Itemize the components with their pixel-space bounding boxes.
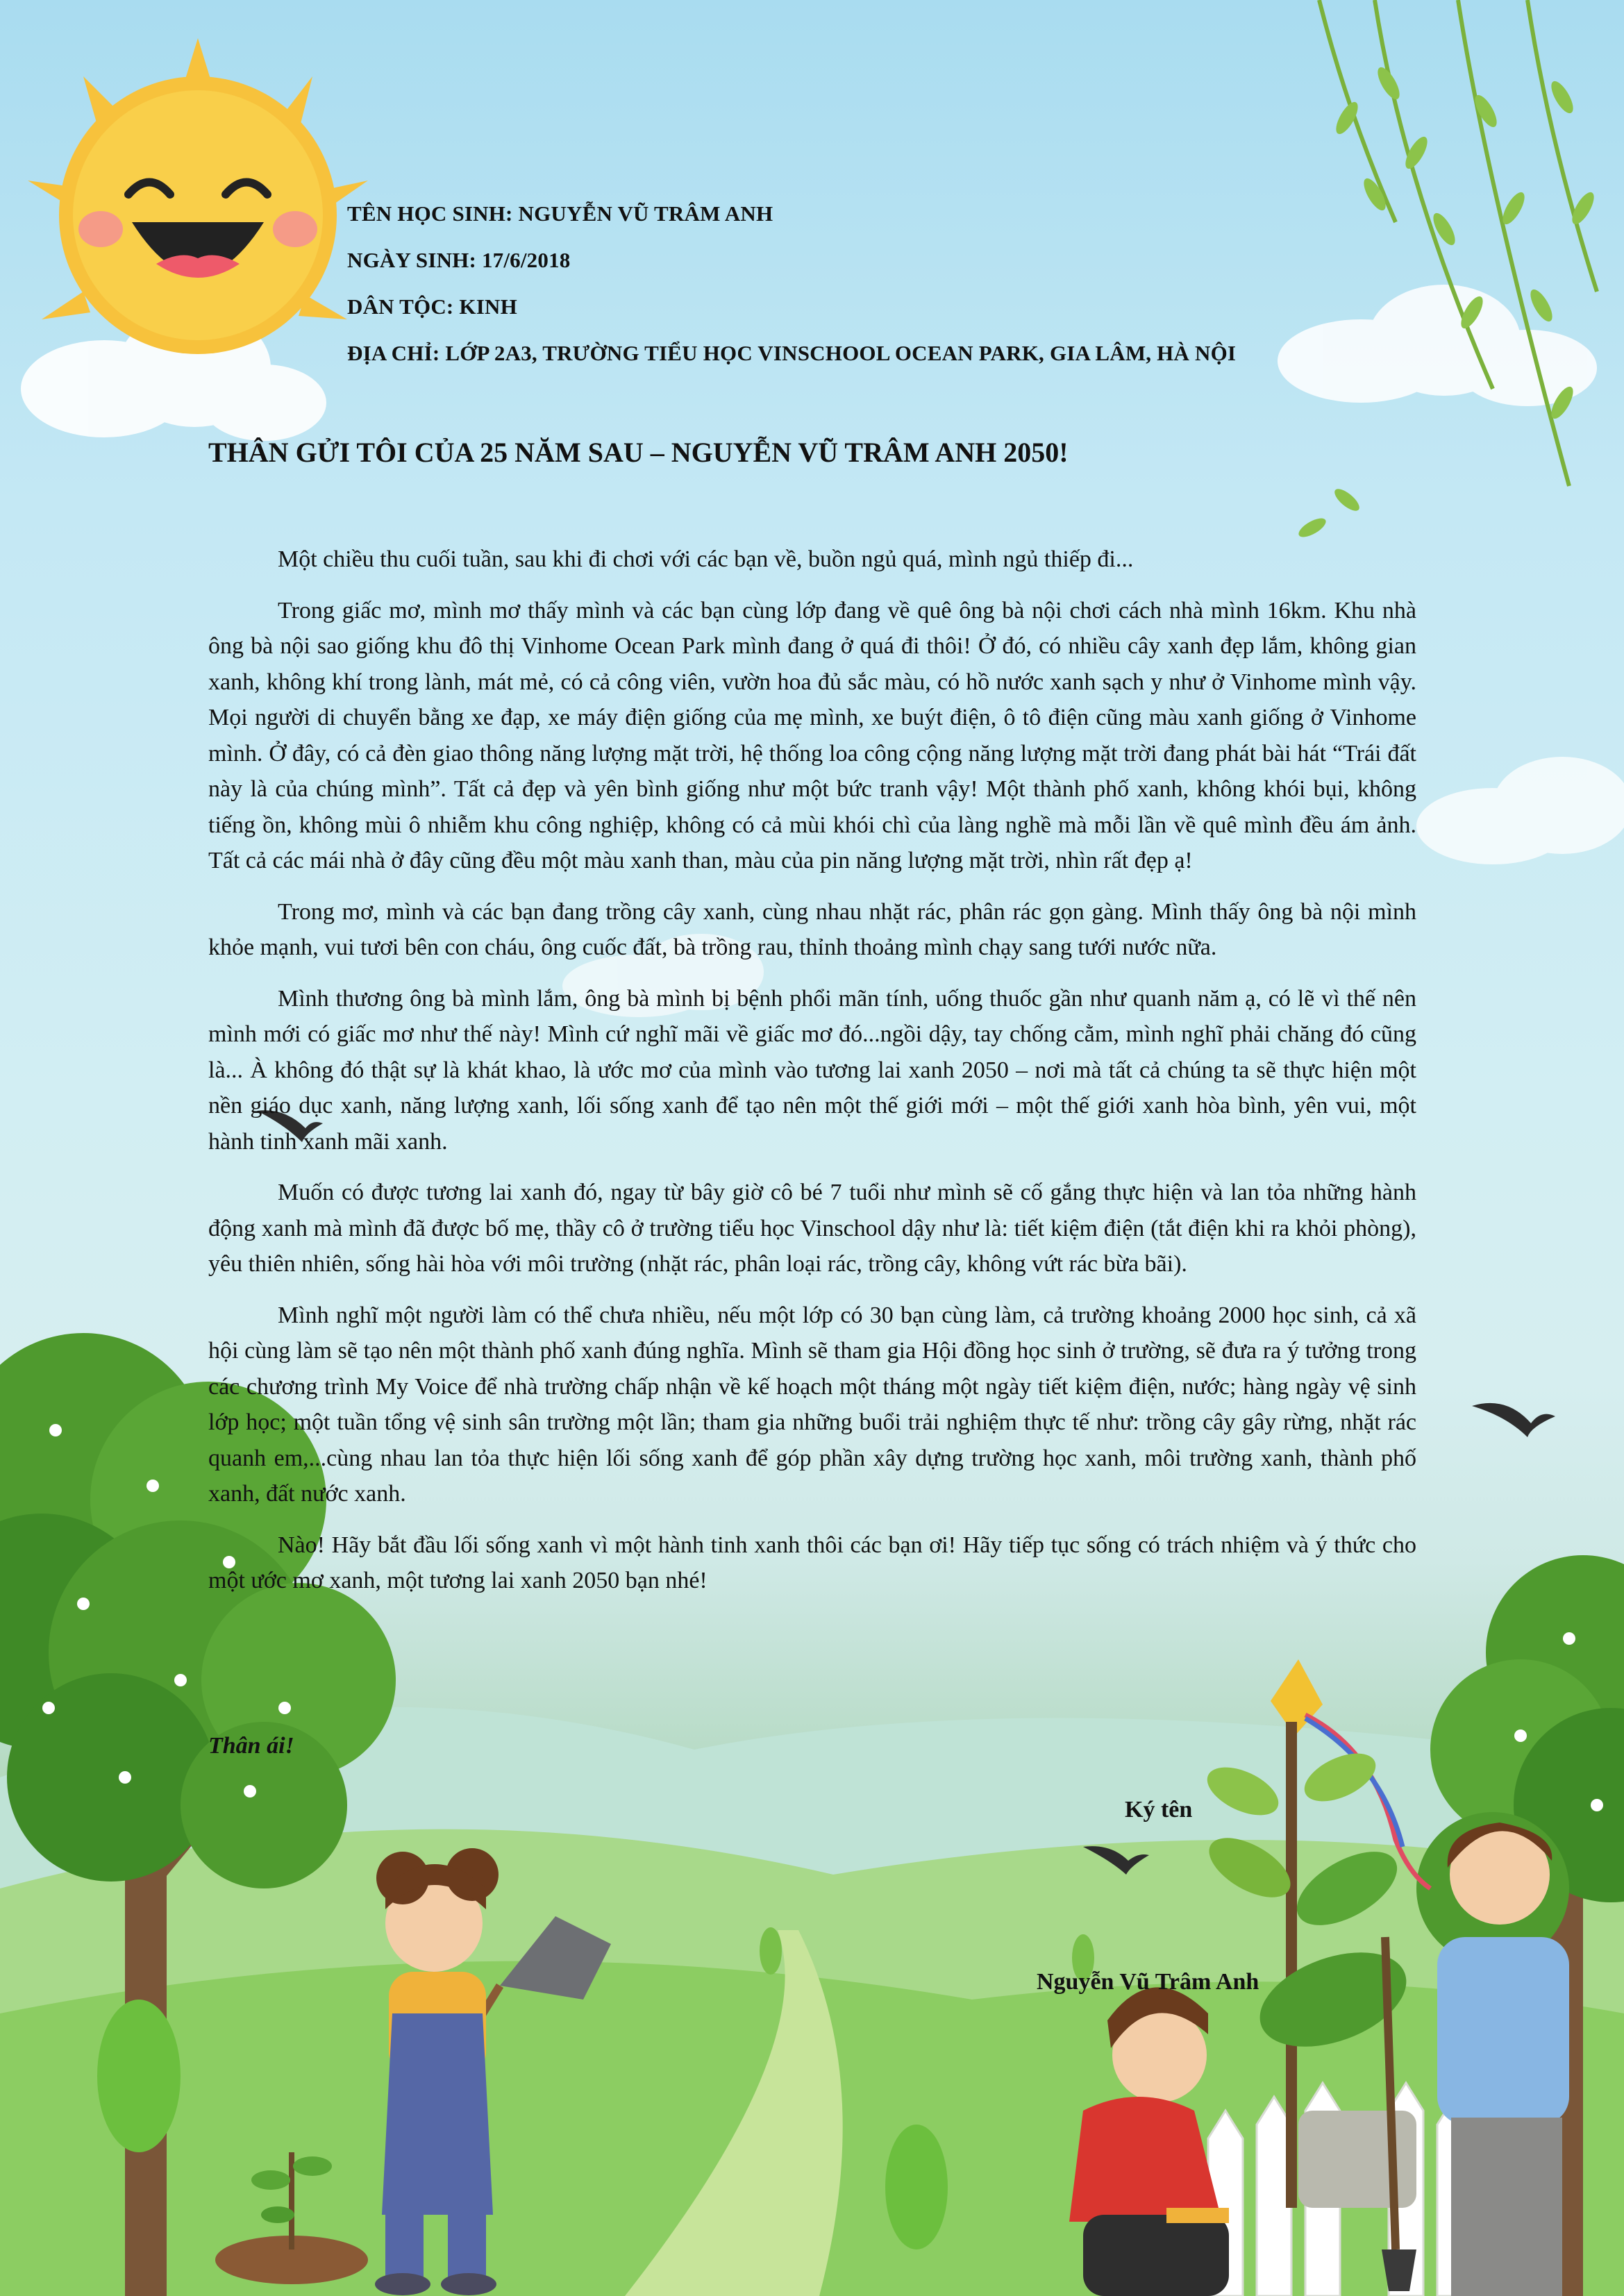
student-dob: NGÀY SINH: 17/6/2018 [347, 248, 571, 272]
paragraph: Một chiều thu cuối tuần, sau khi đi chơi với các bạn về, buồn ngủ quá, mình ngủ thiếp đi... [278, 546, 1134, 572]
bird-icon [1472, 1403, 1555, 1437]
paragraph: Nào! Hãy bắt đầu lối sống xanh vì một hành tinh xanh thôi các bạn ơi! Hãy tiếp tục sống có trách nhiệm và ý thức cho một ước mơ xanh, một tương lai xanh 2050 bạn nhé! [208, 1532, 1416, 1593]
bush [760, 1927, 782, 1975]
student-address: ĐỊA CHỈ: LỚP 2A3, TRƯỜNG TIỂU HỌC VINSCHOOL OCEAN PARK, GIA LÂM, HÀ NỘI [347, 341, 1237, 365]
paragraph: Mình nghĩ một người làm có thể chưa nhiều, nếu một lớp có 30 bạn cùng làm, cả trường khoảng 2000 học sinh, cả xã hội cùng làm sẽ tạo nên một thành phố xanh đúng nghĩa. Mình sẽ tham gia Hội đồng học sinh ở trường, sẽ đưa ra ý tưởng trong các chương trình My Voice để nhà trường chấp nhận về kế hoạch một tháng một ngày tiết kiệm điện, nước; hàng ngày vệ sinh lớp học; một tuần tổng vệ sinh sân trường một lần; tham gia những buổi trải nghiệm thực tế như: trồng cây gây rừng, nhặt rác quanh em,...cùng nhau lan tỏa thực hiện lối sống xanh để góp phần xây dựng trường học xanh, môi trường xanh, thành phố xanh, đất nước xanh. [208, 1302, 1416, 1507]
closing-text: Thân ái! [208, 1733, 294, 1759]
paragraph: Muốn có được tương lai xanh đó, ngay từ bây giờ cô bé 7 tuổi như mình sẽ cố gắng thực hiện và lan tỏa những hành động xanh mà mình đã được bố mẹ, thầy cô ở trường tiểu học Vinschool dậy như là: tiết kiệm điện (tắt điện khi ra khỏi phòng), yêu thiên nhiên, sống hài hòa với môi trường (nhặt rác, phân loại rác, trồng cây, không vứt rác bừa bãi). [208, 1180, 1416, 1277]
letter-title: THÂN GỬI TÔI CỦA 25 NĂM SAU – NGUYỄN VŨ TRÂM ANH 2050! [208, 437, 1069, 468]
bush [885, 2125, 948, 2249]
signature-name: Nguyễn Vũ Trâm Anh [1037, 1969, 1259, 1995]
paragraph: Trong mơ, mình và các bạn đang trồng cây xanh, cùng nhau nhặt rác, phân rác gọn gàng. Mình thấy ông bà nội mình khỏe mạnh, vui tươi bên con cháu, ông cuốc đất, bà trồng rau, thỉnh thoảng mình chạy sang tưới nước nữa. [208, 898, 1416, 960]
cloud-icon [1416, 757, 1624, 864]
paragraph: Mình thương ông bà mình lắm, ông bà mình bị bệnh phổi mãn tính, uống thuốc gần như quanh năm ạ, có lẽ vì thế nên mình mới có giấc mơ như thế này! Mình cứ nghĩ mãi về giấc mơ đó...ngồi dậy, tay chống cằm, mình nghĩ phải chăng đó cũng là... À không đó thật sự là khát khao, là ước mơ của mình vào tương lai xanh 2050 – nơi mà tất cả chúng ta sẽ thực hiện một nền giáo dục xanh, năng lượng xanh, lối sống xanh để tạo nên một thế giới mới – một thế giới xanh hòa bình, yên vui, một hành tinh xanh mãi xanh. [208, 985, 1416, 1155]
cloud-icon [1278, 285, 1597, 406]
bush [97, 2000, 181, 2152]
sun-icon [28, 38, 368, 354]
letter-body [208, 542, 1416, 1614]
student-ethnicity: DÂN TỘC: KINH [347, 294, 517, 319]
paragraph: Trong giấc mơ, mình mơ thấy mình và các bạn cùng lớp đang về quê ông bà nội chơi cách nhà mình 16km. Khu nhà ông bà nội sao giống khu đô thị Vinhome Ocean Park mình đang ở quá đi thôi! Ở đó, có nhiều cây xanh đẹp lắm, không gian xanh, không khí trong lành, mát mẻ, có cả công viên, vườn hoa đủ sắc màu, có hồ nước xanh sạch y như ở Vinhome mình vậy. Mọi người di chuyển bằng xe đạp, xe máy điện giống của mẹ mình, xe buýt điện, ô tô điện cũng màu xanh giống ở Vinhome mình. Ở đây, có cả đèn giao thông năng lượng mặt trời, hệ thống loa công cộng năng lượng mặt trời đang phát bài hát “Trái đất này là của chúng mình”. Tất cả đẹp và yên bình giống như một bức tranh vậy! Một thành phố xanh, không khói bụi, không tiếng ồn, không mùi ô nhiễm khu công nghiệp, không có cả mùi khói chì của làng nghề mà mỗi lần về quê mình đều ám ảnh. Tất cả các mái nhà ở đây cũng đều một màu xanh than, màu của pin năng lượng mặt trời, nhìn rất đẹp ạ! [208, 597, 1416, 873]
student-name: TÊN HỌC SINH: NGUYỄN VŨ TRÂM ANH [347, 201, 773, 226]
signature-label: Ký tên [1125, 1797, 1193, 1822]
